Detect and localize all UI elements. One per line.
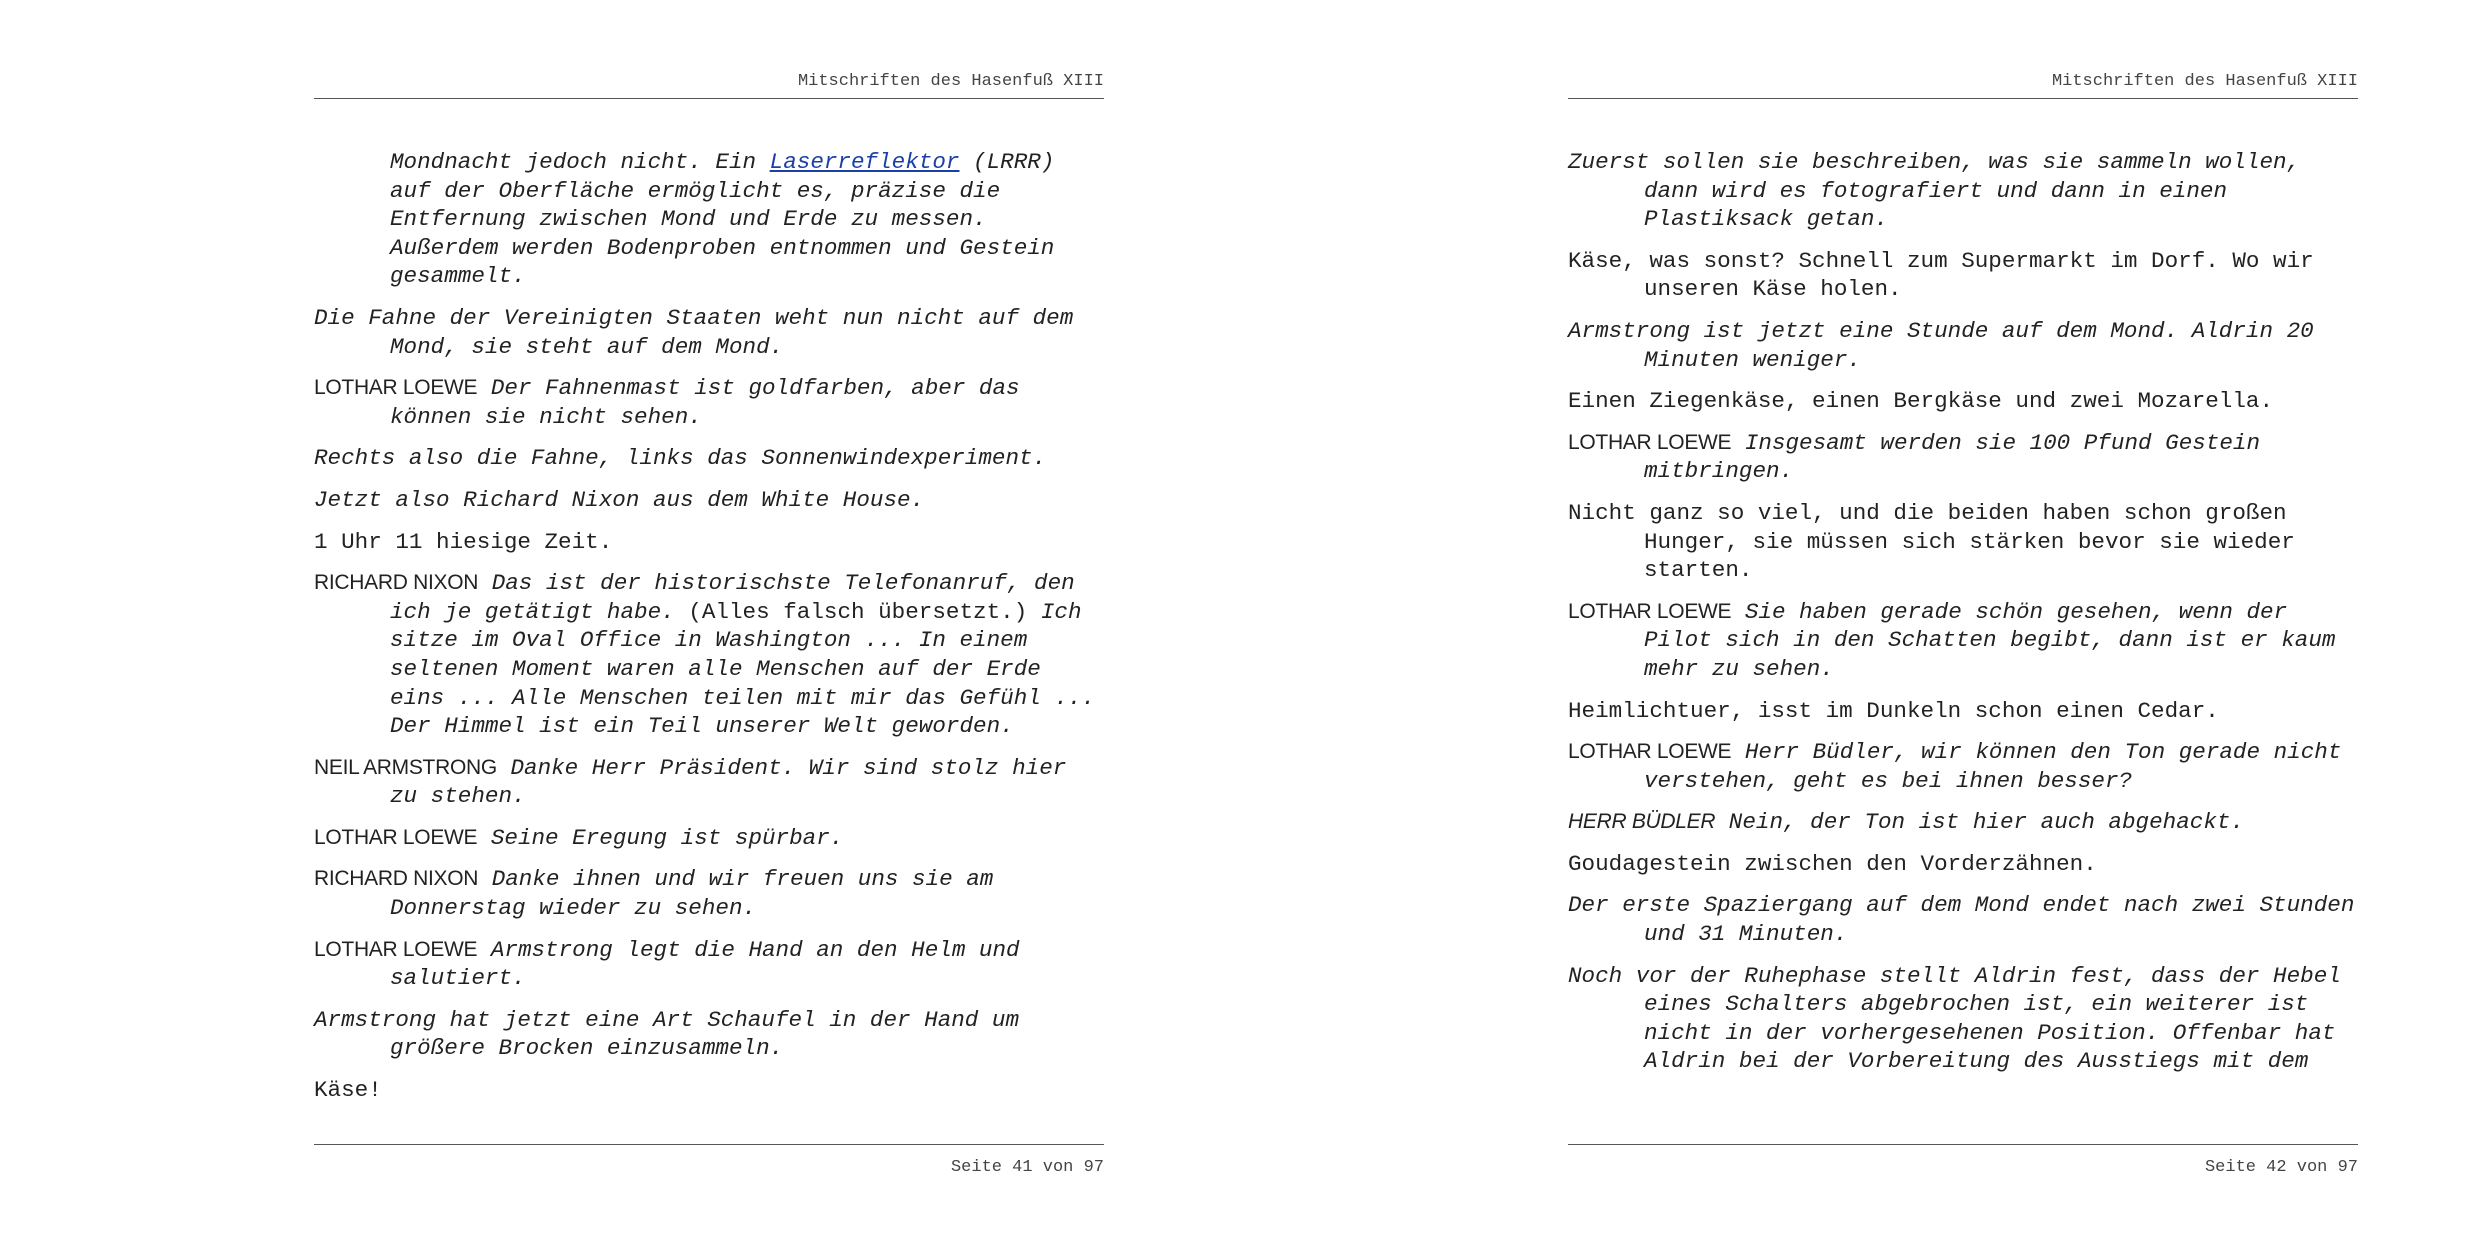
quote-text: Nein, der Ton ist hier auch abgehackt.: [1728, 809, 2245, 836]
paragraph-text: Armstrong hat jetzt eine Art Schaufel in der Hand um größere Brocken einzusammeln.: [314, 1006, 1020, 1062]
paragraph: [314, 1076, 1104, 1105]
quote-text: Der Fahnenmast ist goldfarben, aber das können sie nicht sehen.: [390, 375, 1020, 430]
paragraph-text: 1 Uhr 11 hiesige Zeit.: [314, 528, 613, 555]
quote-text: Danke ihnen und wir freuen uns sie am Donnerstag wieder zu sehen.: [390, 866, 994, 922]
header-divider: [1568, 98, 2358, 99]
paragraph-text: Nicht ganz so viel, und die beiden haben schon großen Hunger, sie müssen sich stärken bevor sie wieder starten.: [1568, 499, 2295, 584]
paragraph: [314, 936, 1104, 993]
page-body: [314, 148, 1104, 1118]
paragraph: [314, 486, 1104, 515]
paragraph: [314, 754, 1104, 811]
quote-text: Sie haben gerade schön gesehen, wenn der Pilot sich in den Schatten begibt, dann ist er kaum mehr zu sehen.: [1644, 598, 2336, 682]
paragraph: [1568, 962, 2358, 1076]
paragraph: [1568, 598, 2358, 684]
page-number: Seite 42 von 97: [2204, 1158, 2358, 1177]
paragraph: [314, 528, 1104, 557]
quote-text: Seine Eregung ist spürbar.: [490, 824, 844, 851]
speaker-name: LOTHAR LOEWE: [1568, 599, 1732, 623]
paragraph: [1568, 247, 2358, 304]
paragraph-text: Rechts also die Fahne, links das Sonnenwindexperiment.: [314, 445, 1047, 472]
page-header: Mitschriften des Hasenfuß XIII: [2051, 72, 2358, 91]
footer-divider: [1568, 1144, 2358, 1145]
paragraph: [314, 374, 1104, 431]
paragraph-text: Zuerst sollen sie beschreiben, was sie sammeln wollen, dann wird es fotografiert und dann in einen Plastiksack getan.: [1568, 149, 2301, 233]
paragraph: [314, 1006, 1104, 1063]
quote-text: Herr Büdler, wir können den Ton gerade nicht verstehen, geht es bei ihnen besser?: [1644, 739, 2342, 794]
paragraph: [1568, 148, 2358, 234]
paragraph: [1568, 429, 2358, 486]
paragraph-continuation: [314, 148, 1104, 291]
paragraph-text: (LRRR) auf der Oberfläche ermöglicht es, präzise die Entfernung zwischen Mond und Erde zu messen. Außerdem werden Bodenproben entnommen und Gestein gesammelt.: [390, 149, 1055, 290]
speaker-name: HERR BÜDLER: [1568, 810, 1716, 834]
paragraph-text: Der erste Spaziergang auf dem Mond endet nach zwei Stunden und 31 Minuten.: [1568, 892, 2355, 948]
editor-note: (Alles falsch übersetzt.): [688, 598, 1028, 625]
speaker-name: RICHARD NIXON: [314, 867, 479, 891]
speaker-name: LOTHAR LOEWE: [314, 937, 478, 961]
paragraph: [1568, 808, 2358, 837]
paragraph-text: Armstrong ist jetzt eine Stunde auf dem Mond. Aldrin 20 Minuten weniger.: [1568, 317, 2314, 373]
paragraph: [1568, 697, 2358, 726]
quote-text: Armstrong legt die Hand an den Helm und salutiert.: [390, 936, 1020, 992]
speaker-name: LOTHAR LOEWE: [1568, 740, 1732, 764]
paragraph-text: Noch vor der Ruhephase stellt Aldrin fest, dass der Hebel eines Schalters abgebrochen ist, ein weiterer ist nicht in der vorhergesehenen Position. Offenbar hat Aldrin bei der Vorbereitung des Ausstiegs mit dem: [1568, 962, 2341, 1075]
quote-text: Ich sitze im Oval Office in Washington ... In einem seltenen Moment waren alle Menschen auf der Erde eins ... Alle Menschen teilen mit mir das Gefühl ... Der Himmel ist ein Teil unserer Welt geworden.: [390, 598, 1096, 740]
speaker-name: LOTHAR LOEWE: [314, 825, 478, 849]
quote-text: Danke Herr Präsident. Wir sind stolz hier zu stehen.: [390, 754, 1067, 810]
paragraph-text: Goudagestein zwischen den Vorderzähnen.: [1568, 850, 2097, 877]
paragraph-text: Jetzt also Richard Nixon aus dem White House.: [314, 486, 925, 513]
page-header: Mitschriften des Hasenfuß XIII: [797, 72, 1104, 91]
footer-divider: [314, 1144, 1104, 1145]
speaker-name: LOTHAR LOEWE: [314, 376, 478, 400]
paragraph-text: Käse, was sonst? Schnell zum Supermarkt im Dorf. Wo wir unseren Käse holen.: [1568, 247, 2314, 303]
page-right: [1568, 0, 2358, 1240]
paragraph: [1568, 891, 2358, 948]
header-divider: [314, 98, 1104, 99]
paragraph-text: Die Fahne der Vereinigten Staaten weht nun nicht auf dem Mond, sie steht auf dem Mond.: [314, 304, 1074, 360]
speaker-name: LOTHAR LOEWE: [1568, 430, 1732, 454]
paragraph-text: Heimlichtuer, isst im Dunkeln schon einen Cedar.: [1568, 697, 2219, 724]
paragraph: [314, 444, 1104, 473]
paragraph: [1568, 850, 2358, 879]
paragraph: [1568, 738, 2358, 795]
page-body: [1568, 148, 2358, 1089]
paragraph-text: Käse!: [314, 1077, 382, 1104]
quote-text: Insgesamt werden sie 100 Pfund Gestein mitbringen.: [1644, 429, 2261, 485]
paragraph: [314, 865, 1104, 922]
paragraph-text: Mondnacht jedoch nicht. Ein: [390, 149, 770, 175]
laserreflektor-link[interactable]: Laserreflektor: [769, 149, 960, 175]
page-number: Seite 41 von 97: [950, 1158, 1104, 1177]
paragraph-text: Einen Ziegenkäse, einen Bergkäse und zwei Mozarella.: [1568, 388, 2274, 415]
paragraph: [314, 824, 1104, 853]
paragraph: [1568, 317, 2358, 374]
page-left: [314, 0, 1104, 1240]
speaker-name: NEIL ARMSTRONG: [314, 755, 497, 779]
paragraph: [314, 569, 1104, 741]
paragraph: [1568, 499, 2358, 585]
paragraph: [1568, 387, 2358, 416]
paragraph: [314, 304, 1104, 361]
speaker-name: RICHARD NIXON: [314, 571, 479, 595]
quote-text: Das ist der historischste Telefonanruf, den ich je getätigt habe.: [390, 570, 1075, 625]
